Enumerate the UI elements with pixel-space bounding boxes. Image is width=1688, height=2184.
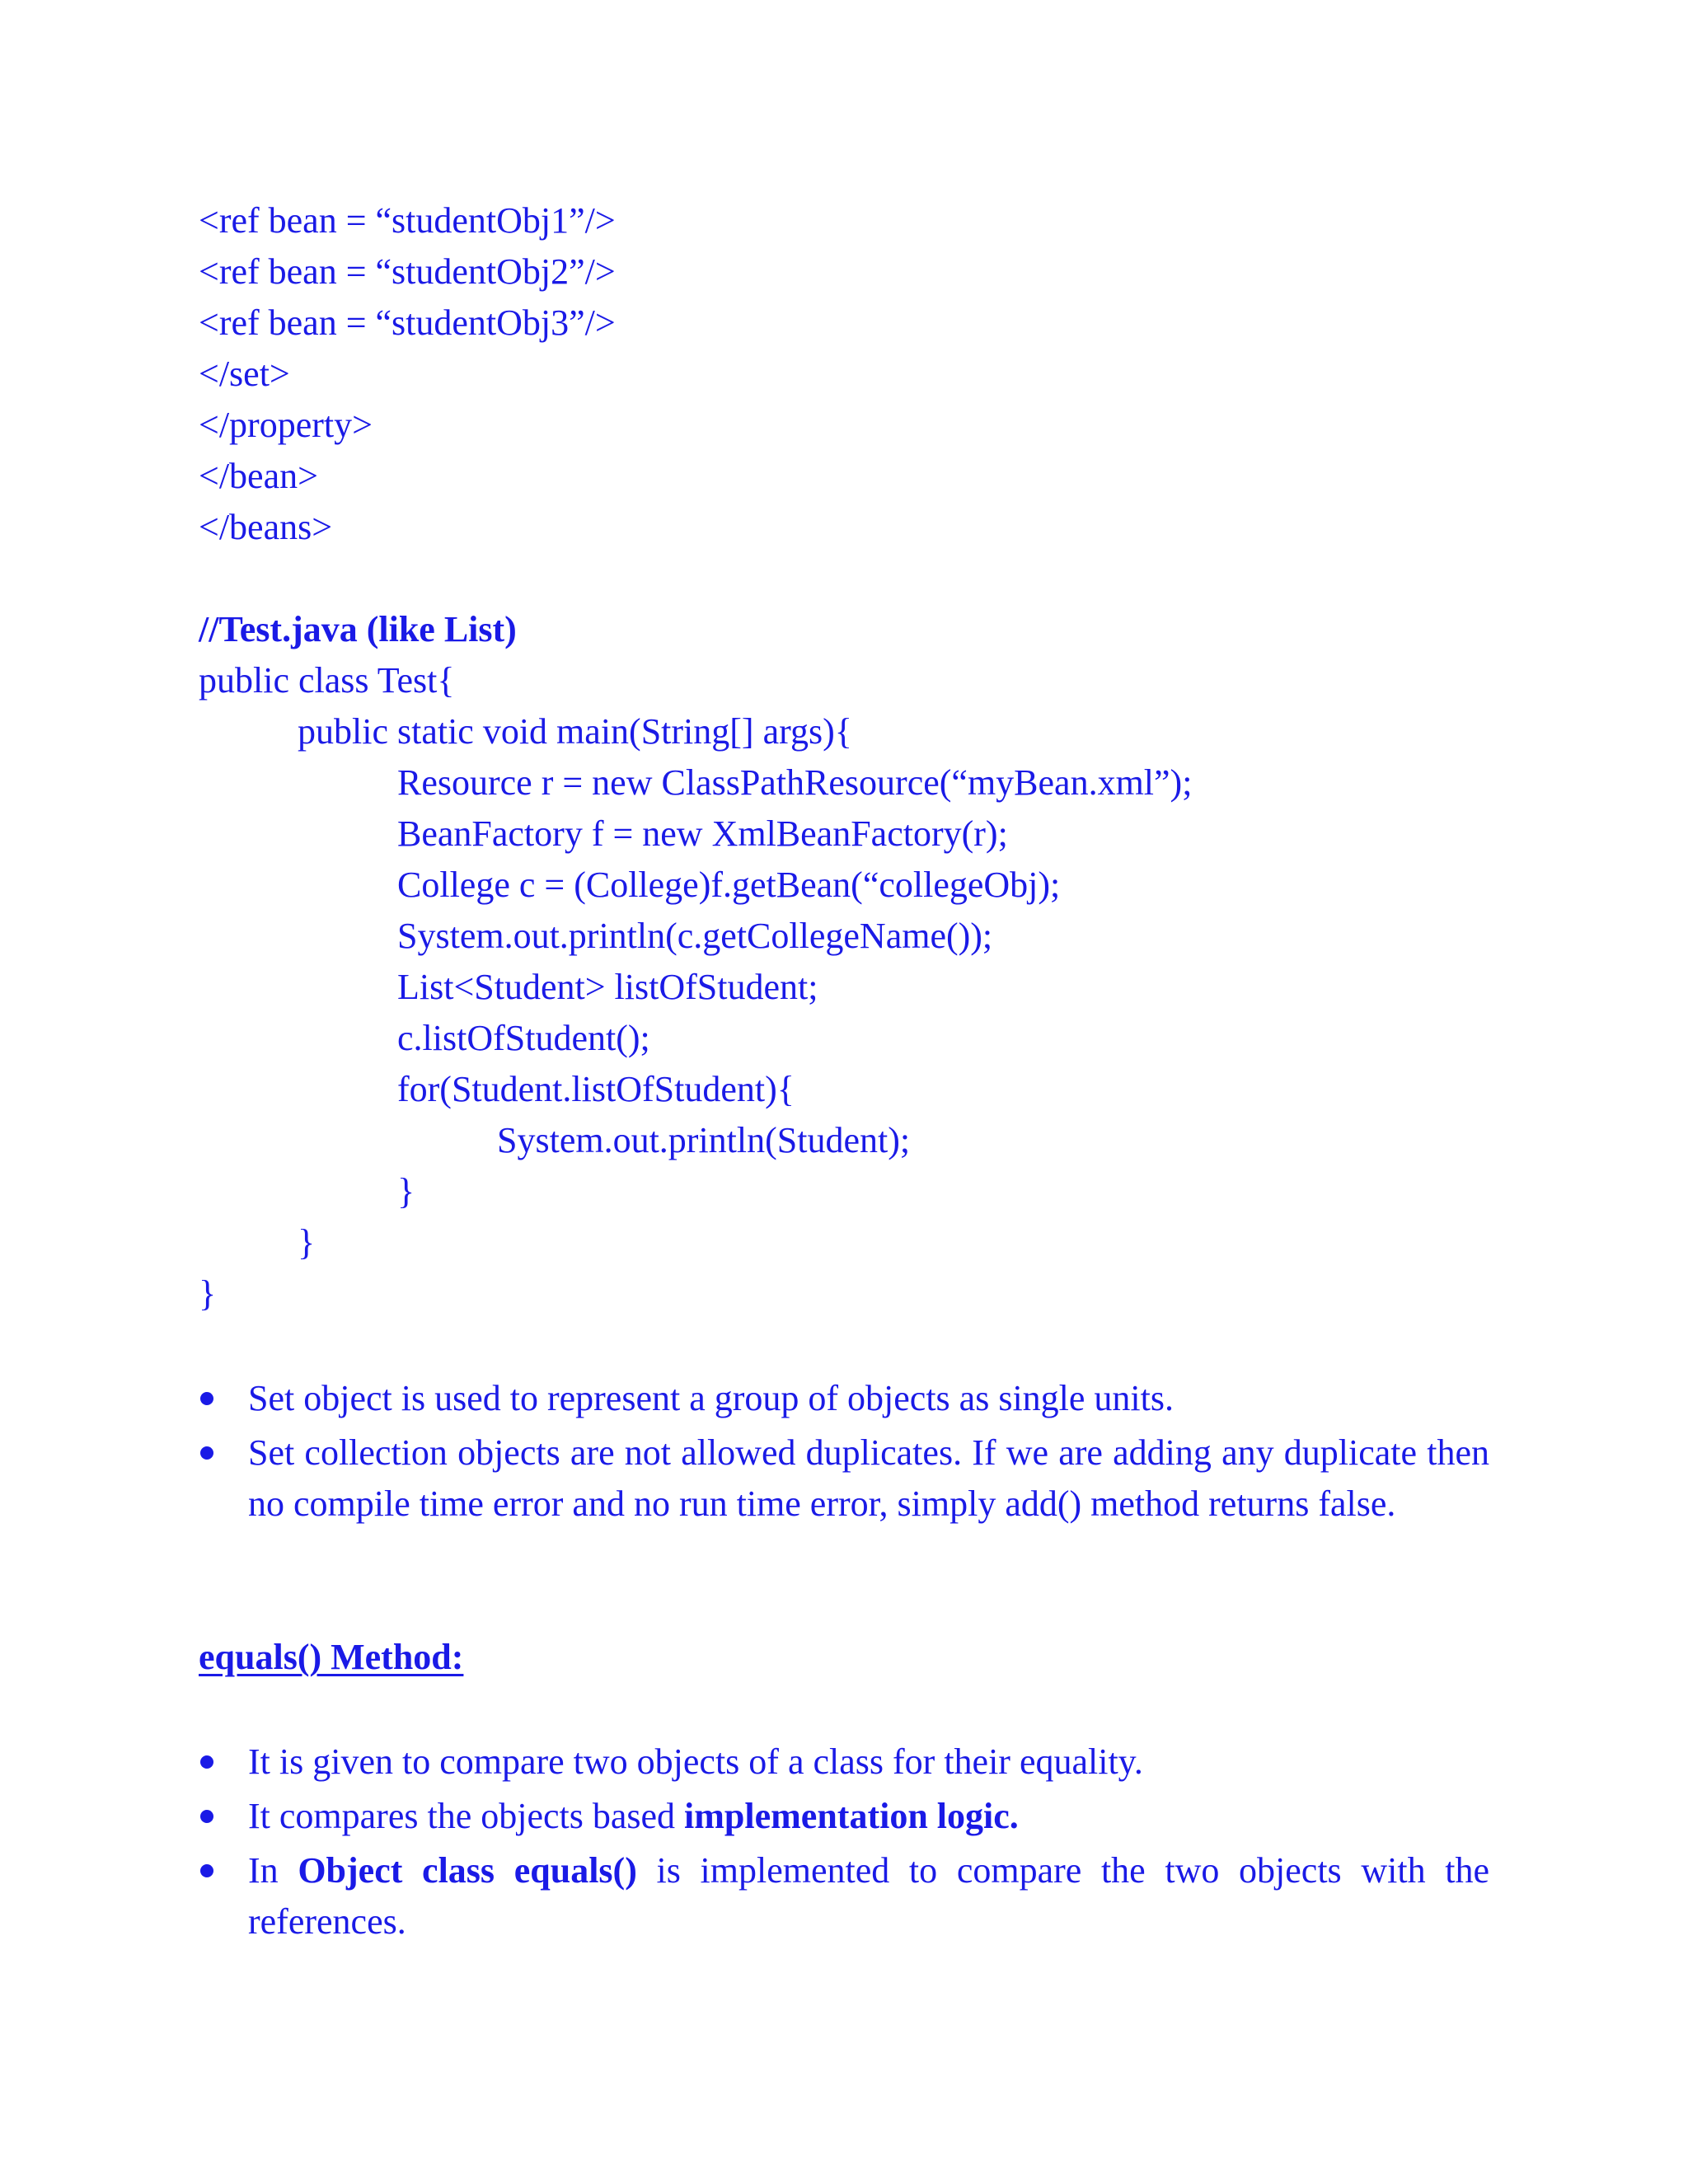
equals-bullet-3 [248,1845,1489,1947]
code-line-xml-5: </property> [199,405,373,445]
bullet-icon [200,1446,213,1460]
equals-bullet-3-bold: Object class equals() [298,1850,637,1891]
code-line-java-13: } [199,1273,217,1314]
set-bullet-1: Set object is used to represent a group of objects as single units. [248,1378,1174,1418]
equals-bullet-1: It is given to compare two objects of a class for their equality. [248,1741,1143,1782]
code-line-java-9: for(Student.listOfStudent){ [397,1069,795,1109]
code-line-xml-6: </bean> [199,456,318,496]
code-line-xml-2: <ref bean = “studentObj2”/> [199,251,616,292]
equals-bullet-2-text: It compares the objects based [248,1796,685,1836]
code-line-xml-1: <ref bean = “studentObj1”/> [199,200,616,241]
code-line-java-1: public class Test{ [199,660,455,701]
code-line-java-10: System.out.println(Student); [497,1120,911,1160]
equals-bullet-2-bold: implementation logic. [684,1796,1019,1836]
equals-bullet-3-suffix: is implemented to compare the two objects with the references. [248,1850,1489,1942]
code-line-java-5: College c = (College)f.getBean(“collegeObj); [397,865,1061,905]
code-line-java-3: Resource r = new ClassPathResource(“myBean.xml”); [397,762,1193,803]
equals-bullet-3-prefix: In [248,1850,298,1891]
java-file-heading: //Test.java (like List) [199,609,517,649]
code-line-java-8: c.listOfStudent(); [397,1018,650,1058]
code-line-java-4: BeanFactory f = new XmlBeanFactory(r); [397,813,1008,854]
code-line-xml-3: <ref bean = “studentObj3”/> [199,302,616,343]
bullet-icon [200,1810,213,1823]
bullet-icon [200,1864,213,1877]
code-line-xml-4: </set> [199,354,290,394]
set-bullet-2: Set collection objects are not allowed duplicates. If we are adding any duplicate then no compile time error and no run time error, simply add() method returns false. [248,1432,1489,1524]
code-line-java-12: } [298,1222,316,1263]
bullet-icon [200,1392,213,1405]
section-title-equals-method: equals() Method: [199,1637,464,1677]
code-line-java-6: System.out.println(c.getCollegeName()); [397,916,993,956]
code-line-xml-7: </beans> [199,507,333,547]
bullet-icon [200,1755,213,1769]
code-line-java-7: List<Student> listOfStudent; [397,967,818,1007]
code-line-java-2: public static void main(String[] args){ [298,711,852,752]
code-line-java-11: } [397,1171,415,1212]
equals-bullet-2 [248,1791,1489,1842]
